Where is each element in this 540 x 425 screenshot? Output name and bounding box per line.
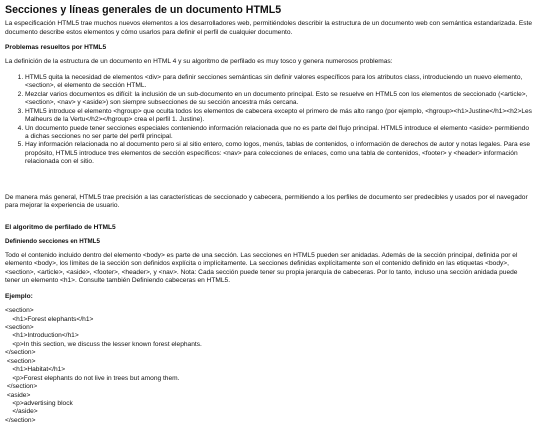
spacer (5, 176, 534, 194)
list-item: 2. Mezclar varios documentos es difícil: la inclusión de un sub-documento en un documento principal. Esto se resuelve en HTML5 con los elementos de seccionado (<article>, <section>, <nav> y <aside>) son siempre subsecciones de su sección ancestra más cercana. (25, 91, 534, 108)
section-heading-problems: Problemas resueltos por HTML5 (5, 44, 107, 52)
example-label: Ejemplo: (5, 292, 33, 300)
code-example: <section> <h1>Forest elephants</h1> <section> <h1>Introduction</h1> <p>In this section, we discuss the lesser known forest elephants. </section> <section> <h1>Habitat</h1> <p>Forest elephants do not live in trees but among them. </section> <aside> <p>advertising block </aside> </section> (5, 307, 202, 424)
intro-paragraph: La especificación HTML5 trae muchos nuevos elementos a los desarrolladores web, permitiéndoles describir la estructura de un documento web con semántica estandarizada. Este documento describe estos elementos y cómo usarlos para definir el perfil de cualquier documento. (5, 20, 533, 36)
subheading-defining-sections: Definiendo secciones en HTML5 (5, 238, 100, 246)
page-title: Secciones y líneas generales de un documento HTML5 (5, 4, 282, 16)
section-heading-algorithm: El algoritmo de perfilado de HTML5 (5, 223, 116, 231)
list-item: 4. Un documento puede tener secciones especiales conteniendo información relacionada que no es parte del flujo principal. HTML5 introduce el elemento <aside> permitiendo a dichas secciones no ser parte del perfil principal. (25, 125, 534, 142)
problems-paragraph: La definición de la estructura de un documento en HTML 4 y su algoritmo de perfilado es muy tosco y genera numerosos problemas: (5, 58, 393, 66)
list-item: 1. HTML5 quita la necesidad de elementos <div> para definir secciones semánticas sin definir valores específicos para los atributos class, introduciendo un nuevo elemento, <section>, el elemento de sección HTML. (25, 74, 534, 91)
sections-paragraph: Todo el contenido incluido dentro del elemento <body> es parte de una sección. Las secciones en HTML5 pueden ser anidadas. Además de la sección principal, definida por el elemento <body>, los límites de la sección son definidos explícita o implícitamente. La secciones definidas explícitamente son el contenido definido en las etiquetas <body>, <section>, <article>, <aside>, <footer>, <header>, y <nav>. Nota: Cada sección puede tener su propia jerarquía de cabeceras. Por lo tanto, incluso una sección anidada puede tener un elemento <h1>. Consulte también Definiendo cabeceras en HTML5. (5, 251, 518, 285)
list-item: 3. HTML5 introduce el elemento <hgroup> que oculta todos los elementos de cabecera excepto el primero de más alto rango (por ejemplo, <hgroup><h1>Justine</h1><h2>Les Malheurs de la Vertu</h2></hgroup> crea el perfil 1. Justine). (25, 108, 534, 125)
list-item: 5. Hay información relacionada no al documento pero si al sitio entero, como logos, menús, tablas de contenidos, o información de derechos de autor y notas legales. Para ese propósito, HTML5 introduce tres elementos de sección específicos: <nav> para colecciones de enlaces, como una tabla de contenidos, <footer> y <header> información relacionada con el sitio. (25, 141, 534, 166)
problems-list (5, 74, 534, 167)
summary-paragraph: De manera más general, HTML5 trae precisión a las características de seccionado y cabecera, permitiendo a los perfiles de documento ser predecibles y usados por el navegador para mejorar la experiencia de usuario. (5, 193, 528, 210)
